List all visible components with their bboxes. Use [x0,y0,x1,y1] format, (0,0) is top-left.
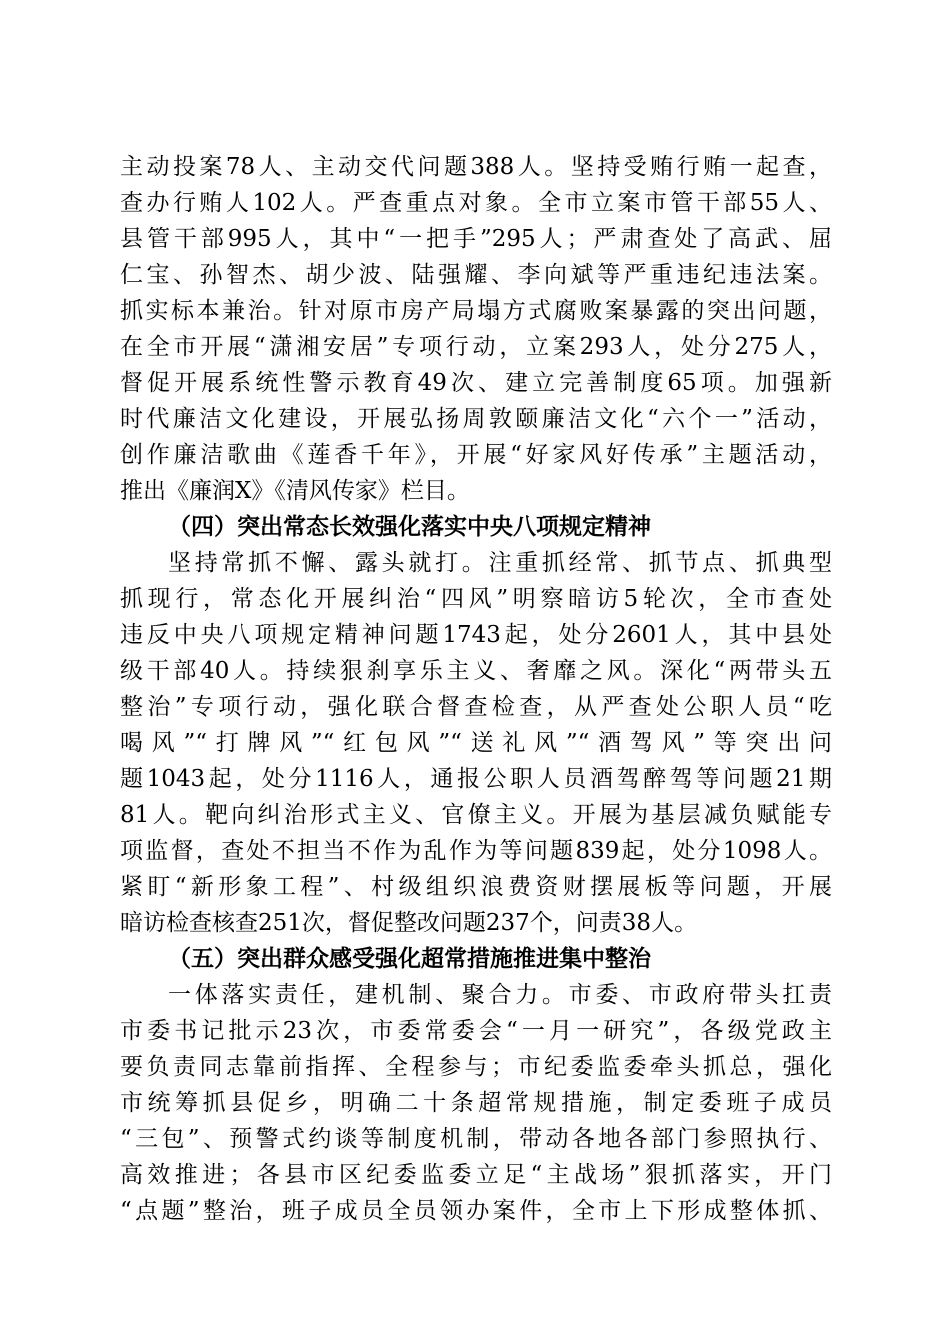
text-line: 创作廉洁歌曲《莲香千年》，开展“好家风好传承”主题活动， [120,442,832,468]
text-line: 督促开展系统性警示教育49次、建立完善制度65项。加强新 [120,370,832,396]
text-line: 县管干部995人，其中“一把手”295人；严肃查处了高武、屈 [120,226,832,252]
text-line: 违反中央八项规定精神问题1743起，处分2601人，其中县处 [120,622,832,648]
text-line: “点题”整治，班子成员全员领办案件，全市上下形成整体抓、 [120,1198,832,1224]
text-line: 81人。靶向纠治形式主义、官僚主义。开展为基层减负赋能专 [120,802,832,828]
text-line: “三包”、预警式约谈等制度机制，带动各地各部门参照执行、 [120,1126,832,1152]
text-line: 时代廉洁文化建设，开展弘扬周敦颐廉洁文化“六个一”活动， [120,406,832,432]
text-line: 整治”专项行动，强化联合督查检查，从严查处公职人员“吃 [120,694,832,720]
text-line: 市委书记批示23次，市委常委会“一月一研究”，各级党政主 [120,1018,832,1044]
text-line: 喝风”“打牌风”“红包风”“送礼风”“酒驾风”等突出问 [120,730,832,756]
text-line: 要负责同志靠前指挥、全程参与；市纪委监委牵头抓总，强化 [120,1054,832,1080]
text-line: 紧盯“新形象工程”、村级组织浪费资财摆展板等问题，开展 [120,874,832,900]
text-line: 一体落实责任，建机制、聚合力。市委、市政府带头扛责 [168,982,832,1008]
text-line: 暗访检查核查251次，督促整改问题237个，问责38人。 [120,910,698,936]
text-line: 查办行贿人102人。严查重点对象。全市立案市管干部55人、 [120,190,832,216]
section-heading-5: （五）突出群众感受强化超常措施推进集中整治 [168,945,651,972]
text-line: 仁宝、孙智杰、胡少波、陆强耀、李向斌等严重违纪违法案。 [120,262,832,288]
text-line: 高效推进；各县市区纪委监委立足“主战场”狠抓落实，开门 [120,1162,832,1188]
text-line: 题1043起，处分1116人，通报公职人员酒驾醉驾等问题21期 [120,766,832,792]
text-line: 在全市开展“潇湘安居”专项行动，立案293人，处分275人， [120,334,832,360]
text-line: 抓实标本兼治。针对原市房产局塌方式腐败案暴露的突出问题， [120,298,832,324]
text-line: 坚持常抓不懈、露头就打。注重抓经常、抓节点、抓典型 [168,550,832,576]
section-heading-4: （四）突出常态长效强化落实中央八项规定精神 [168,513,651,540]
text-line: 项监督，查处不担当不作为乱作为等问题839起，处分1098人。 [120,838,832,864]
text-line: 推出《廉润X》《清风传家》栏目。 [120,478,470,504]
text-line: 级干部40人。持续狠刹享乐主义、奢靡之风。深化“两带头五 [120,658,832,684]
text-line: 抓现行，常态化开展纠治“四风”明察暗访5轮次，全市查处 [120,586,832,612]
text-line: 市统筹抓县促乡，明确二十条超常规措施，制定委班子成员 [120,1090,832,1116]
text-line: 主动投案78人、主动交代问题388人。坚持受贿行贿一起查， [120,154,832,180]
